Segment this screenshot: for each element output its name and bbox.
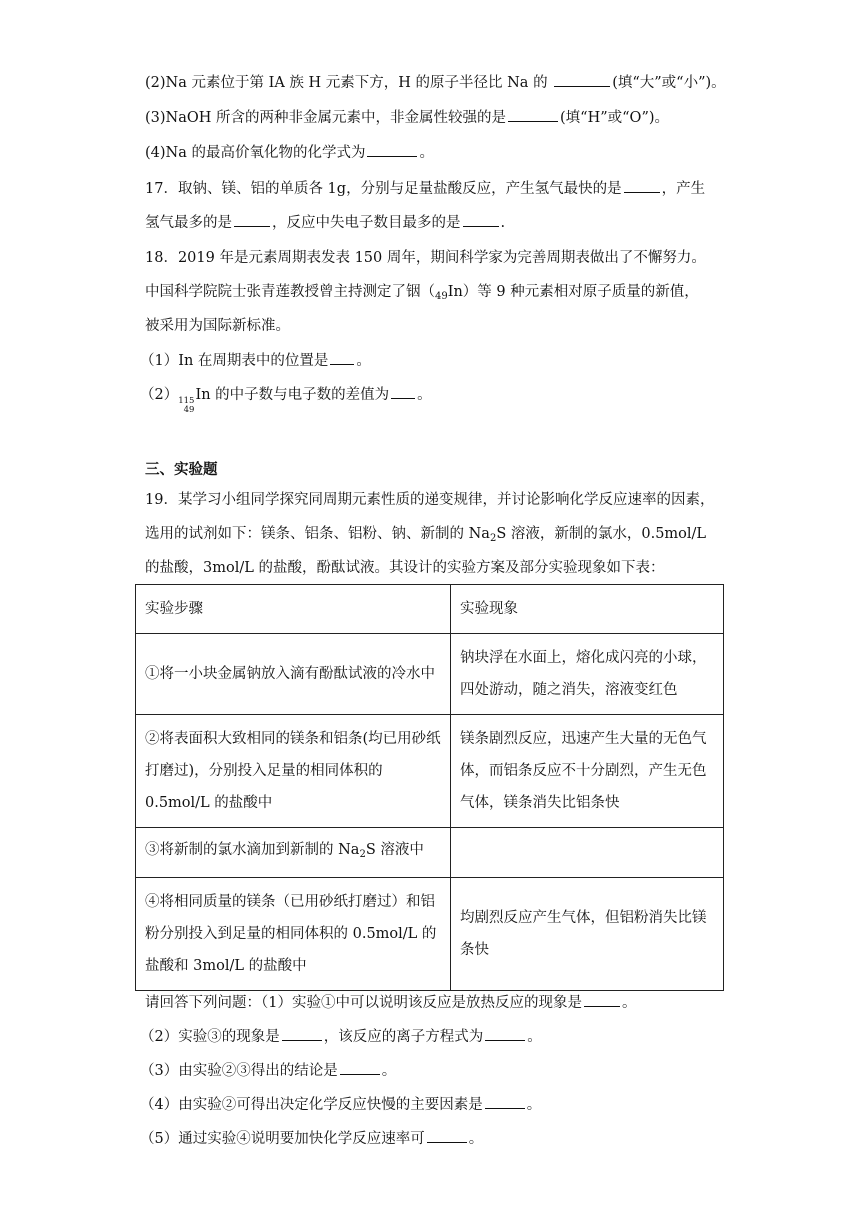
q19-text-cont: S 溶液，新制的氯水，0.5mol/L [496,526,707,542]
q19-line3: 的盐酸，3mol/L 的盐酸，酚酞试液。其设计的实验方案及部分实验现象如下表： [145,560,665,576]
q17-line1 [145,178,705,199]
q19-answer4-end: 。 [526,1097,542,1113]
table-row [136,828,724,878]
phenomenon-cell: 均剧烈反应产生气体，但铝粉消失比镁条快 [451,878,724,991]
q16-part4 [145,142,434,163]
q18-sub1-end: 。 [356,353,371,369]
q17-text-end: . [500,215,506,231]
q19-answer1-end: 。 [621,995,637,1011]
q19-answer1 [145,992,636,1013]
section-title: 三、实验题 [145,462,218,478]
step-text: ③将新制的氯水滴加到新制的 Na [145,842,360,858]
answer-blank[interactable] [508,107,558,122]
q16-part3-text: (3)NaOH 所含的两种非金属元素中，非金属性较强的是 [145,110,507,126]
answer-blank[interactable] [427,1128,467,1143]
answer-blank[interactable] [330,350,354,365]
q18-sub2-text-cont: In 的中子数与电子数的差值为 [195,387,390,403]
step-cell: ④将相同质量的镁条（已用砂纸打磨过）和铝粉分别投入到足量的相同体积的 0.5mol/L 的盐酸和 3mol/L 的盐酸中 [136,878,451,991]
table-row [136,715,724,828]
answer-blank[interactable] [554,72,610,87]
table-row [136,878,724,991]
q16-part3 [145,107,669,128]
answer-blank[interactable] [624,178,660,193]
q18-sub2 [140,384,432,415]
subscript: 2 [489,533,497,544]
table-header-row [136,585,724,634]
header-cell-steps: 实验步骤 [136,585,451,634]
q17-text: 氢气最多的是 [145,215,232,231]
q19-answer4 [140,1094,541,1115]
q18-text: 中国科学院院士张青莲教授曾主持测定了铟（ [145,284,435,300]
answer-blank[interactable] [282,1026,322,1041]
q19-line1: 19．某学习小组同学探究同周期元素性质的递变规律，并讨论影响化学反应速率的因素， [145,492,715,508]
answer-blank[interactable] [463,212,499,227]
mass-number: 115 [178,396,195,406]
q19-answer4-text: （4）由实验②可得出决定化学反应快慢的主要因素是 [140,1097,483,1113]
step-cell: ①将一小块金属钠放入滴有酚酞试液的冷水中 [136,634,451,715]
answer-blank[interactable] [485,1094,525,1109]
q19-answer3-end: 。 [381,1063,397,1079]
answer-blank[interactable] [234,212,270,227]
q16-part4-end: 。 [419,145,434,161]
q17-line2 [145,212,505,233]
q16-part2-hint: (填“大”或“小”)。 [612,75,726,91]
experiment-table [135,584,724,991]
step-text-cont: S 溶液中 [365,842,424,858]
phenomenon-cell: 钠块浮在水面上，熔化成闪亮的小球，四处游动，随之消失，溶液变红色 [451,634,724,715]
answer-blank[interactable] [367,142,417,157]
phenomenon-cell-empty [451,828,724,878]
q19-answer2-text: （2）实验③的现象是 [140,1029,280,1045]
q19-answer2 [140,1026,542,1047]
table-row [136,634,724,715]
step-cell [136,828,451,878]
q16-part2 [145,72,726,93]
q18-sub2-text: （2） [140,387,179,403]
q16-part2-text: (2)Na 元素位于第 IA 族 H 元素下方，H 的原子半径比 Na 的 [145,75,548,91]
phenomenon-cell: 镁条剧烈反应，迅速产生大量的无色气体，而铝条反应不十分剧烈，产生无色气体，镁条消失比铝条快 [451,715,724,828]
q18-sub1 [140,350,371,371]
step-cell: ②将表面积大致相同的镁条和铝条(均已用砂纸打磨过)，分别投入足量的相同体积的 0.5mol/L 的盐酸中 [136,715,451,828]
answer-blank[interactable] [340,1060,380,1075]
q19-answer2-text-cont: ，该反应的离子方程式为 [323,1029,484,1045]
q19-answer5-end: 。 [468,1131,484,1147]
subscript: 2 [359,849,366,860]
atomic-number: 49 [183,405,195,415]
q17-text: 17．取钠、镁、铝的单质各 1g，分别与足量盐酸反应，产生氢气最快的是 [145,181,622,197]
q19-answer5 [140,1128,483,1149]
header-cell-phenomena: 实验现象 [451,585,724,634]
q18-line1: 18．2019 年是元素周期表发表 150 周年，期间科学家为完善周期表做出了不懈努力。 [145,250,706,266]
q18-sub2-end: 。 [417,387,432,403]
q18-text-cont: In）等 9 种元素相对原子质量的新值， [447,284,699,300]
q16-part3-hint: (填“H”或“O”)。 [560,110,670,126]
q19-answer3 [140,1060,396,1081]
answer-blank[interactable] [584,992,620,1007]
q18-line2 [145,282,699,307]
q19-answer5-text: （5）通过实验④说明要加快化学反应速率可 [140,1131,425,1147]
q18-sub1-text: （1）In 在周期表中的位置是 [140,353,329,369]
q18-line3: 被采用为国际新标准。 [145,318,290,334]
answer-blank[interactable] [391,384,415,399]
q19-answer3-text: （3）由实验②③得出的结论是 [140,1063,338,1079]
isotope-notation [178,397,194,415]
q19-answer1-text: 请回答下列问题：（1）实验①中可以说明该反应是放热反应的现象是 [145,995,582,1011]
q16-part4-text: (4)Na 的最高价氧化物的化学式为 [145,145,366,161]
q17-text-cont: ，反应中失电子数目最多的是 [272,215,461,231]
q19-answer2-end: 。 [527,1029,542,1045]
atomic-number: 49 [435,291,448,302]
answer-blank[interactable] [485,1026,525,1041]
q17-text-cont: ，产生 [661,181,706,197]
q19-line2 [145,524,706,549]
q19-text: 选用的试剂如下：镁条、铝条、铝粉、钠、新制的 Na [145,526,490,542]
